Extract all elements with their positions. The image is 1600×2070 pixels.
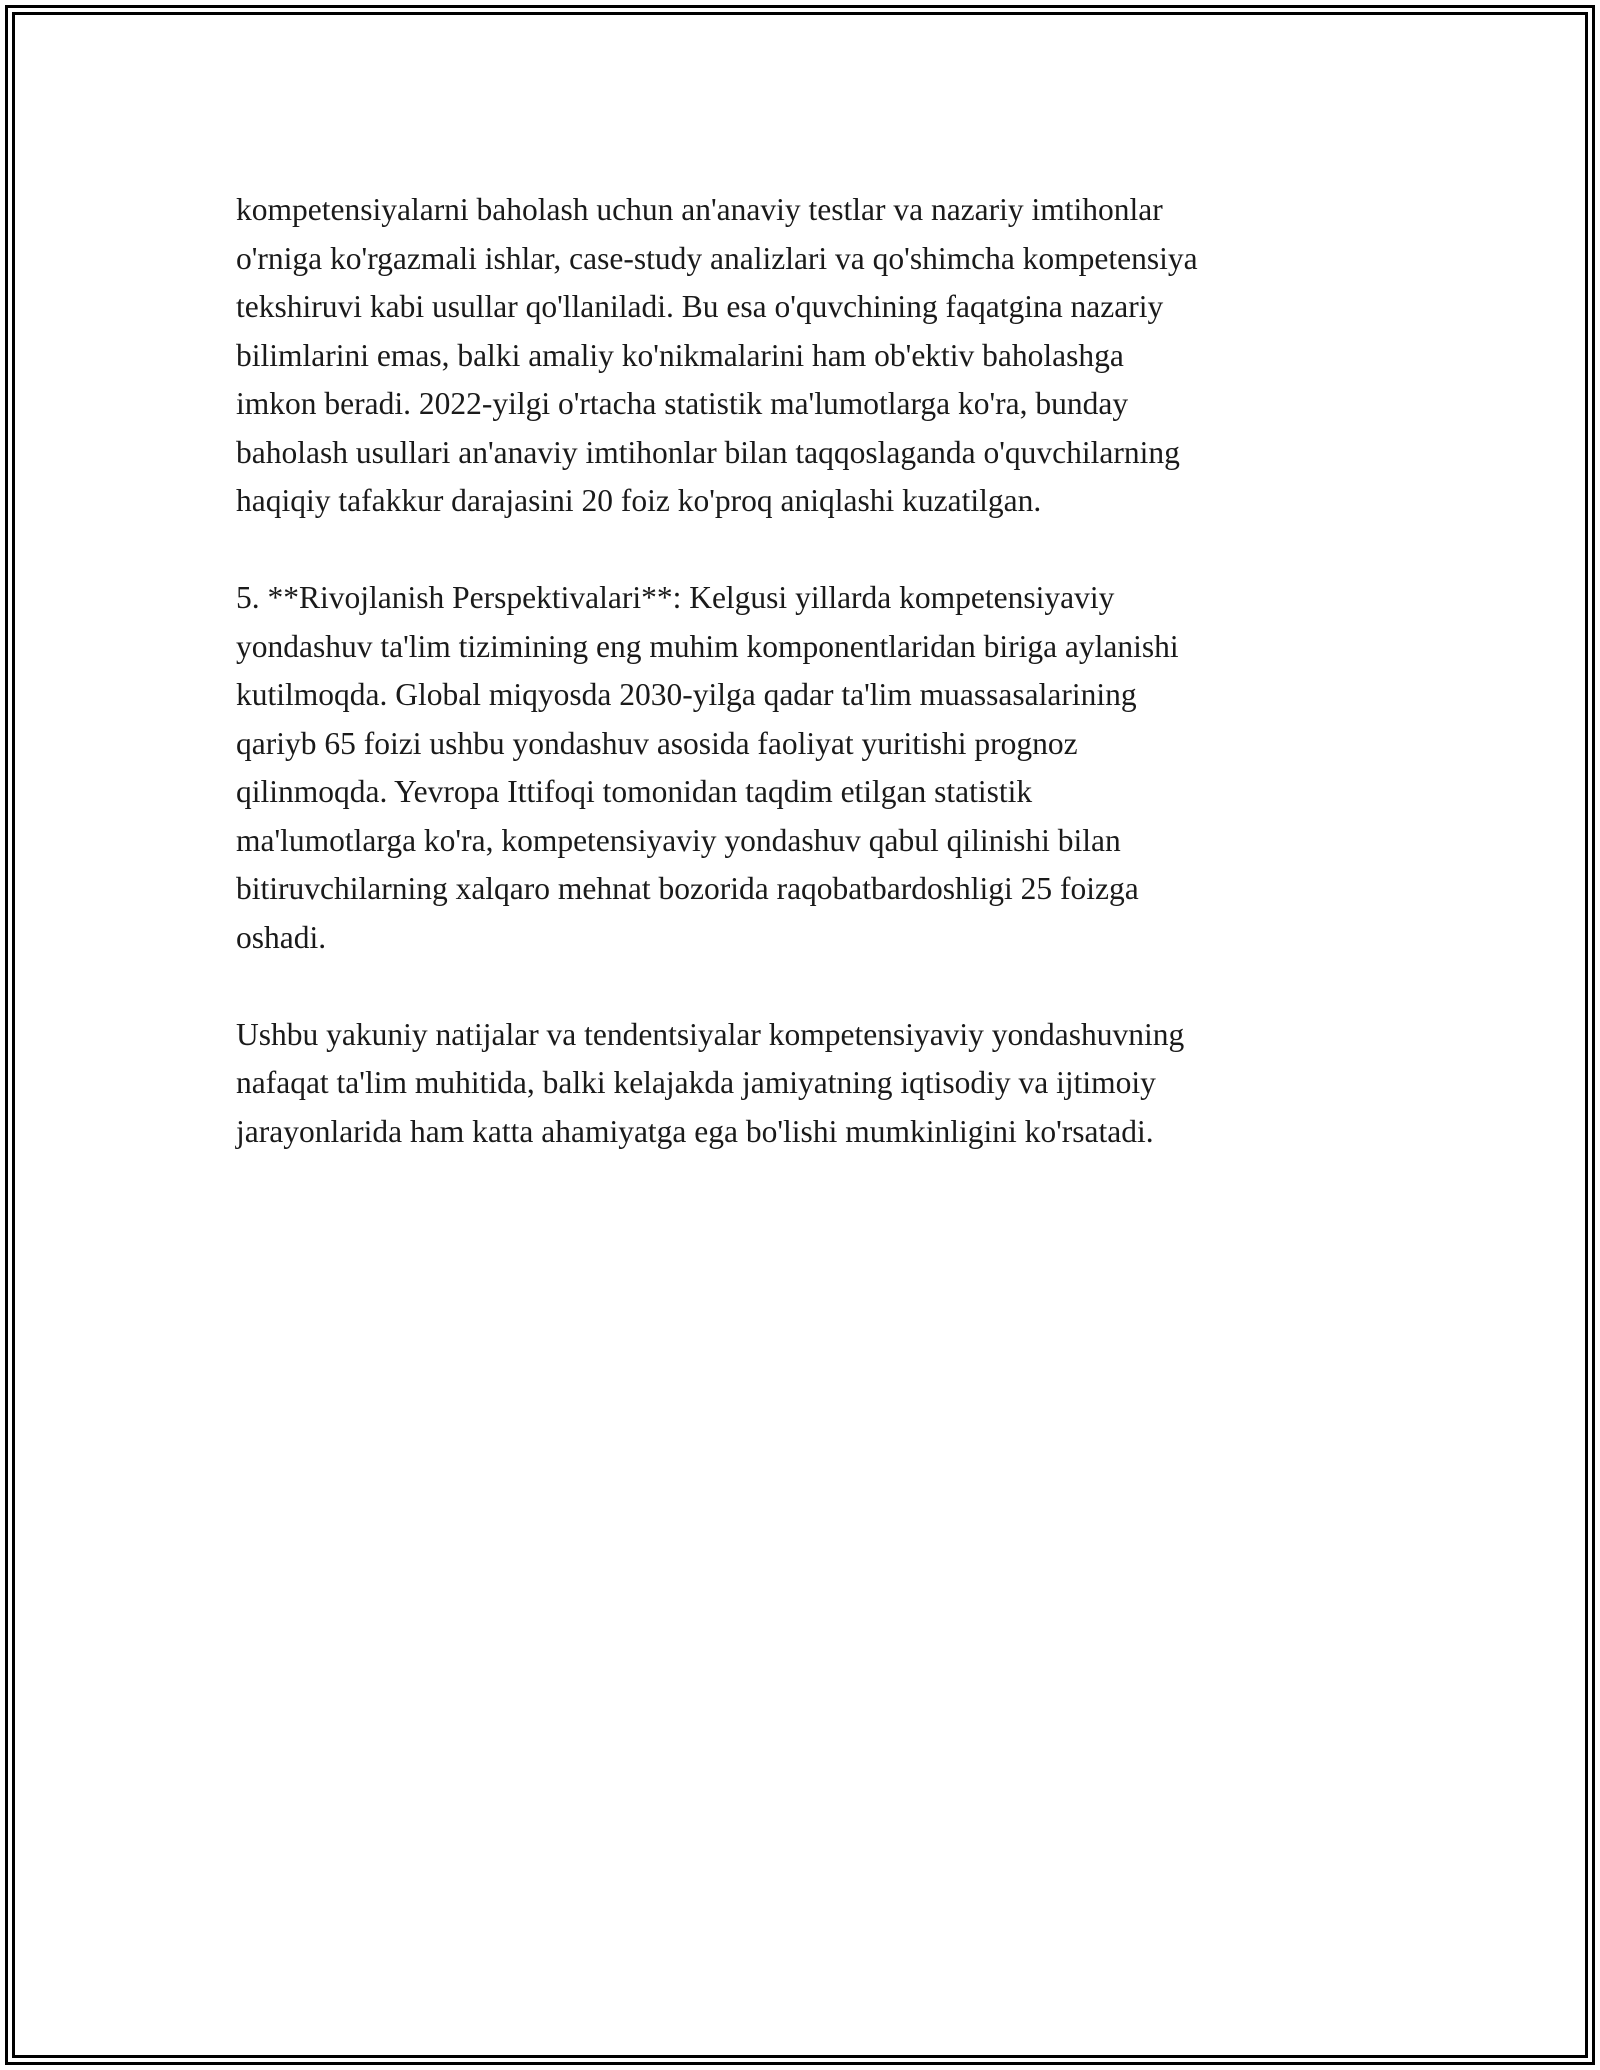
paragraph-assessment-methods: kompetensiyalarni baholash uchun an'anaviy testlar va nazariy imtihonlar o'rniga ko'rgazmali ishlar, case-study analizlari va qo'shimcha kompetensiya tekshiruvi kabi usullar qo'llaniladi. Bu esa o'quvchining faqatgina nazariy bilimlarini emas, balki amaliy ko'nikmalarini ham ob'ektiv baholashga imkon beradi. 2022-yilgi o'rtacha statistik ma'lumotlarga ko'ra, bunday baholash usullari an'anaviy imtihonlar bilan taqqoslaganda o'quvchilarning haqiqiy tafakkur darajasini 20 foiz ko'proq aniqlashi kuzatilgan.: [236, 192, 1198, 518]
document-body: [236, 186, 1386, 1205]
paragraph-development-prospects: 5. **Rivojlanish Perspektivalari**: Kelgusi yillarda kompetensiyaviy yondashuv ta'lim tizimining eng muhim komponentlaridan biriga aylanishi kutilmoqda. Global miqyosda 2030-yilga qadar ta'lim muassasalarining qariyb 65 foizi ushbu yondashuv asosida faoliyat yuritishi prognoz qilinmoqda. Yevropa Ittifoqi tomonidan taqdim etilgan statistik ma'lumotlarga ko'ra, kompetensiyaviy yondashuv qabul qilinishi bilan bitiruvchilarning xalqaro mehnat bozorida raqobatbardoshligi 25 foizga oshadi.: [236, 580, 1179, 955]
paragraph-conclusion: Ushbu yakuniy natijalar va tendentsiyalar kompetensiyaviy yondashuvning nafaqat ta'lim muhitida, balki kelajakda jamiyatning iqtisodiy va ijtimoiy jarayonlarida ham katta ahamiyatga ega bo'lishi mumkinligini ko'rsatadi.: [236, 1016, 1185, 1149]
